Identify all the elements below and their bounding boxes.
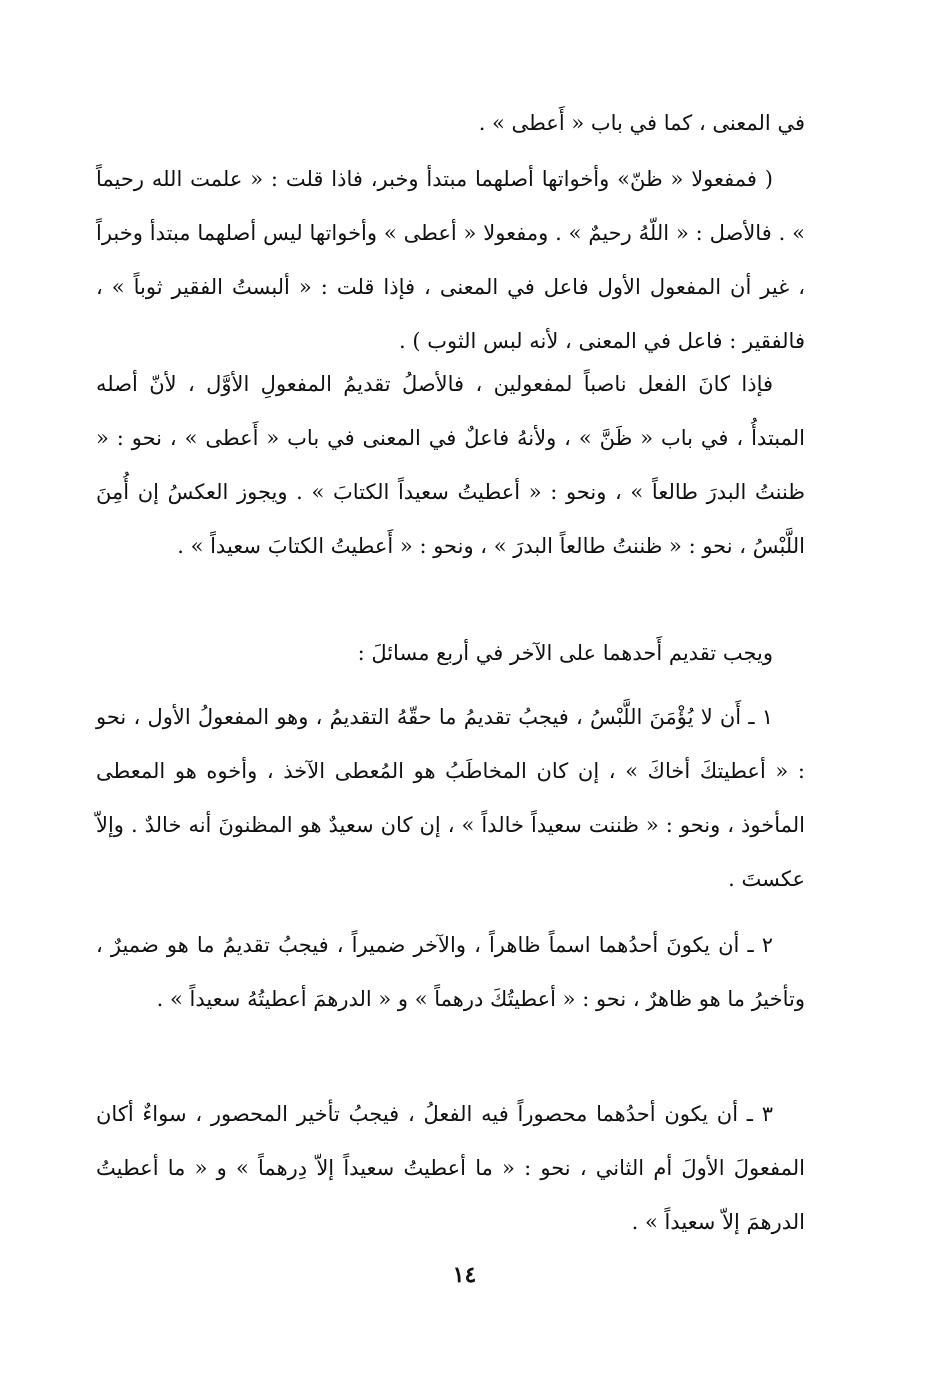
paragraph-case-2: ٢ ـ أن يكونَ أحدُهما اسماً ظاهراً ، والآخر ضميراً ، فيجبُ تقديمُ ما هو ضميرٌ ، وتأخيرُ ما هو ظاهرٌ ، نحو : « أعطيتُكَ درهماً » و « الدرهمَ أعطيتُهُ سعيداً » . <box>96 933 805 1011</box>
page-number: ١٤ <box>452 1262 477 1288</box>
paragraph-default-order: فإذا كانَ الفعل ناصباً لمفعولين ، فالأصلُ تقديمُ المفعولِ الأوَّل ، لأنّ أصله المبتدأُ ، في باب « ظَنَّ » ، ولأنهُ فاعلٌ في المعنى في باب « أَعطى » ، نحو : « ظننتُ البدرَ طالعاً » ، ونحو : « أعطيتُ سعيداً الكتابَ » . ويجوز العكسُ إن أُمِنَ اللَّبْسُ ، نحو : « ظننتُ طالعاً البدرَ » ، ونحو : « أَعطيتُ الكتابَ سعيداً » . <box>96 372 805 558</box>
paragraph-continuation: في المعنى ، كما في باب « أَعطى » . <box>478 111 805 135</box>
paragraph-case-3: ٣ ـ أن يكون أحدُهما محصوراً فيه الفعلُ ، فيجبُ تأخير المحصور ، سواءٌ أكان المفعولَ الأولَ أم الثاني ، نحو : « ما أعطيتُ سعيداً إلاّ دِرهماً » و « ما أعطيتُ الدرهمَ إلاّ سعيداً » . <box>96 1102 805 1234</box>
paragraph-case-1: ١ ـ أَن لا يُؤْمَنَ اللَّبْسُ ، فيجبُ تقديمُ ما حقّهُ التقديمُ ، وهو المفعولُ الأول ، نحو : « أعطيتكَ أخاكَ » ، إن كان المخاطَبُ هو المُعطى الآخذ ، وأخوه هو المعطى المأخوذ ، ونحو : « ظننت سعيداً خالداً » ، إن كان سعيدٌ هو المظنونَ أنه خالدٌ . وإلاّ عكستَ . <box>96 705 805 891</box>
paragraph-parenthetical-note: ( فمفعولا « ظنّ» وأخواتها أصلهما مبتدأ وخبر، فاذا قلت : « علمت الله رحيماً » . فالأصل : « اللّهُ رحيمٌ » . ومفعولا « أعطى » وأخواتها ليس أصلهما مبتدأ وخبراً ، غير أن المفعول الأول فاعل في المعنى ، فإذا قلت : « ألبستُ الفقير ثوباً » ، فالفقير : فاعل في المعنى ، لأنه لبس الثوب ) . <box>96 167 805 353</box>
paragraph-four-cases-intro: ويجب تقديم أَحدهما على الآخر في أربع مسائلَ : <box>357 641 773 665</box>
